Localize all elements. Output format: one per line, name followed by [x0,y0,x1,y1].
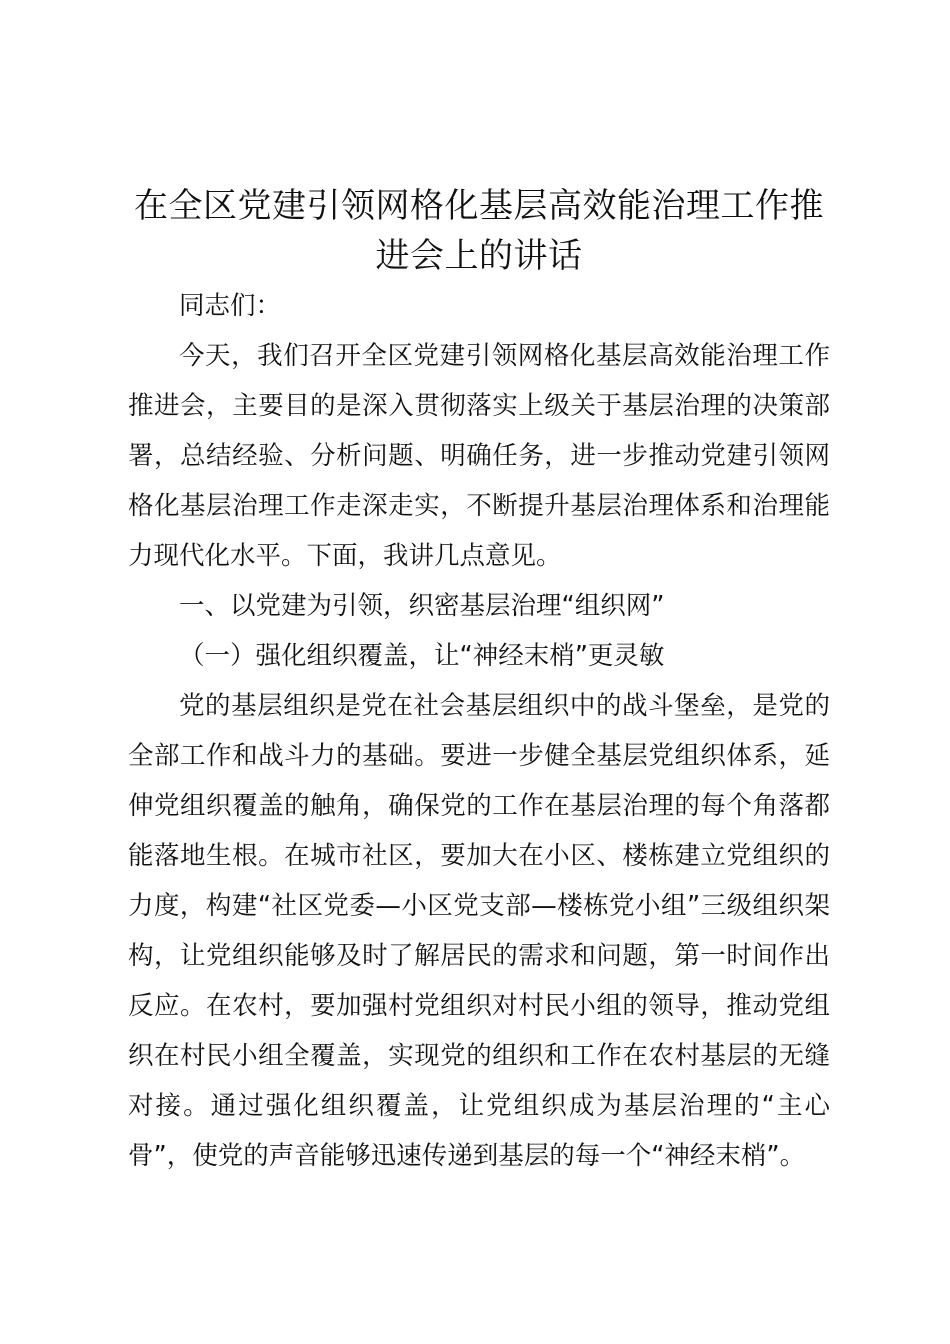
subsection-heading-1-1: （一）强化组织覆盖，让“神经末梢”更灵敏 [179,641,665,671]
salutation: 同志们： [179,291,282,321]
paragraph-intro: 今天，我们召开全区党建引领网格化基层高效能治理工作推进会，主要目的是深入贯彻落实上级关于基层治理的决策部署，总结经验、分析问题、明确任务，进一步推动党建引领网格化基层治理工作走深走实，不断提升基层治理体系和治理能力现代化水平。下面，我讲几点意见。 [128,341,830,571]
section-heading-1: 一、以党建为引领，织密基层治理“组织网” [179,591,665,621]
paragraph-organization-coverage: 党的基层组织是党在社会基层组织中的战斗堡垒，是党的全部工作和战斗力的基础。要进一步健全基层党组织体系，延伸党组织覆盖的触角，确保党的工作在基层治理的每个角落都能落地生根。在城市社区，要加大在小区、楼栋建立党组织的力度，构建“社区党委—小区党支部—楼栋党小组”三级组织架构，让党组织能够及时了解居民的需求和问题，第一时间作出反应。在农村，要加强村党组织对村民小组的领导，推动党组织在村民小组全覆盖，实现党的组织和工作在农村基层的无缝对接。通过强化组织覆盖，让党组织成为基层治理的“主心骨”，使党的声音能够迅速传递到基层的每一个“神经末梢”。 [128,691,830,1171]
document-title: 在全区党建引领网格化基层高效能治理工作推进会上的讲话 [134,186,824,276]
document-body [128,281,830,1181]
